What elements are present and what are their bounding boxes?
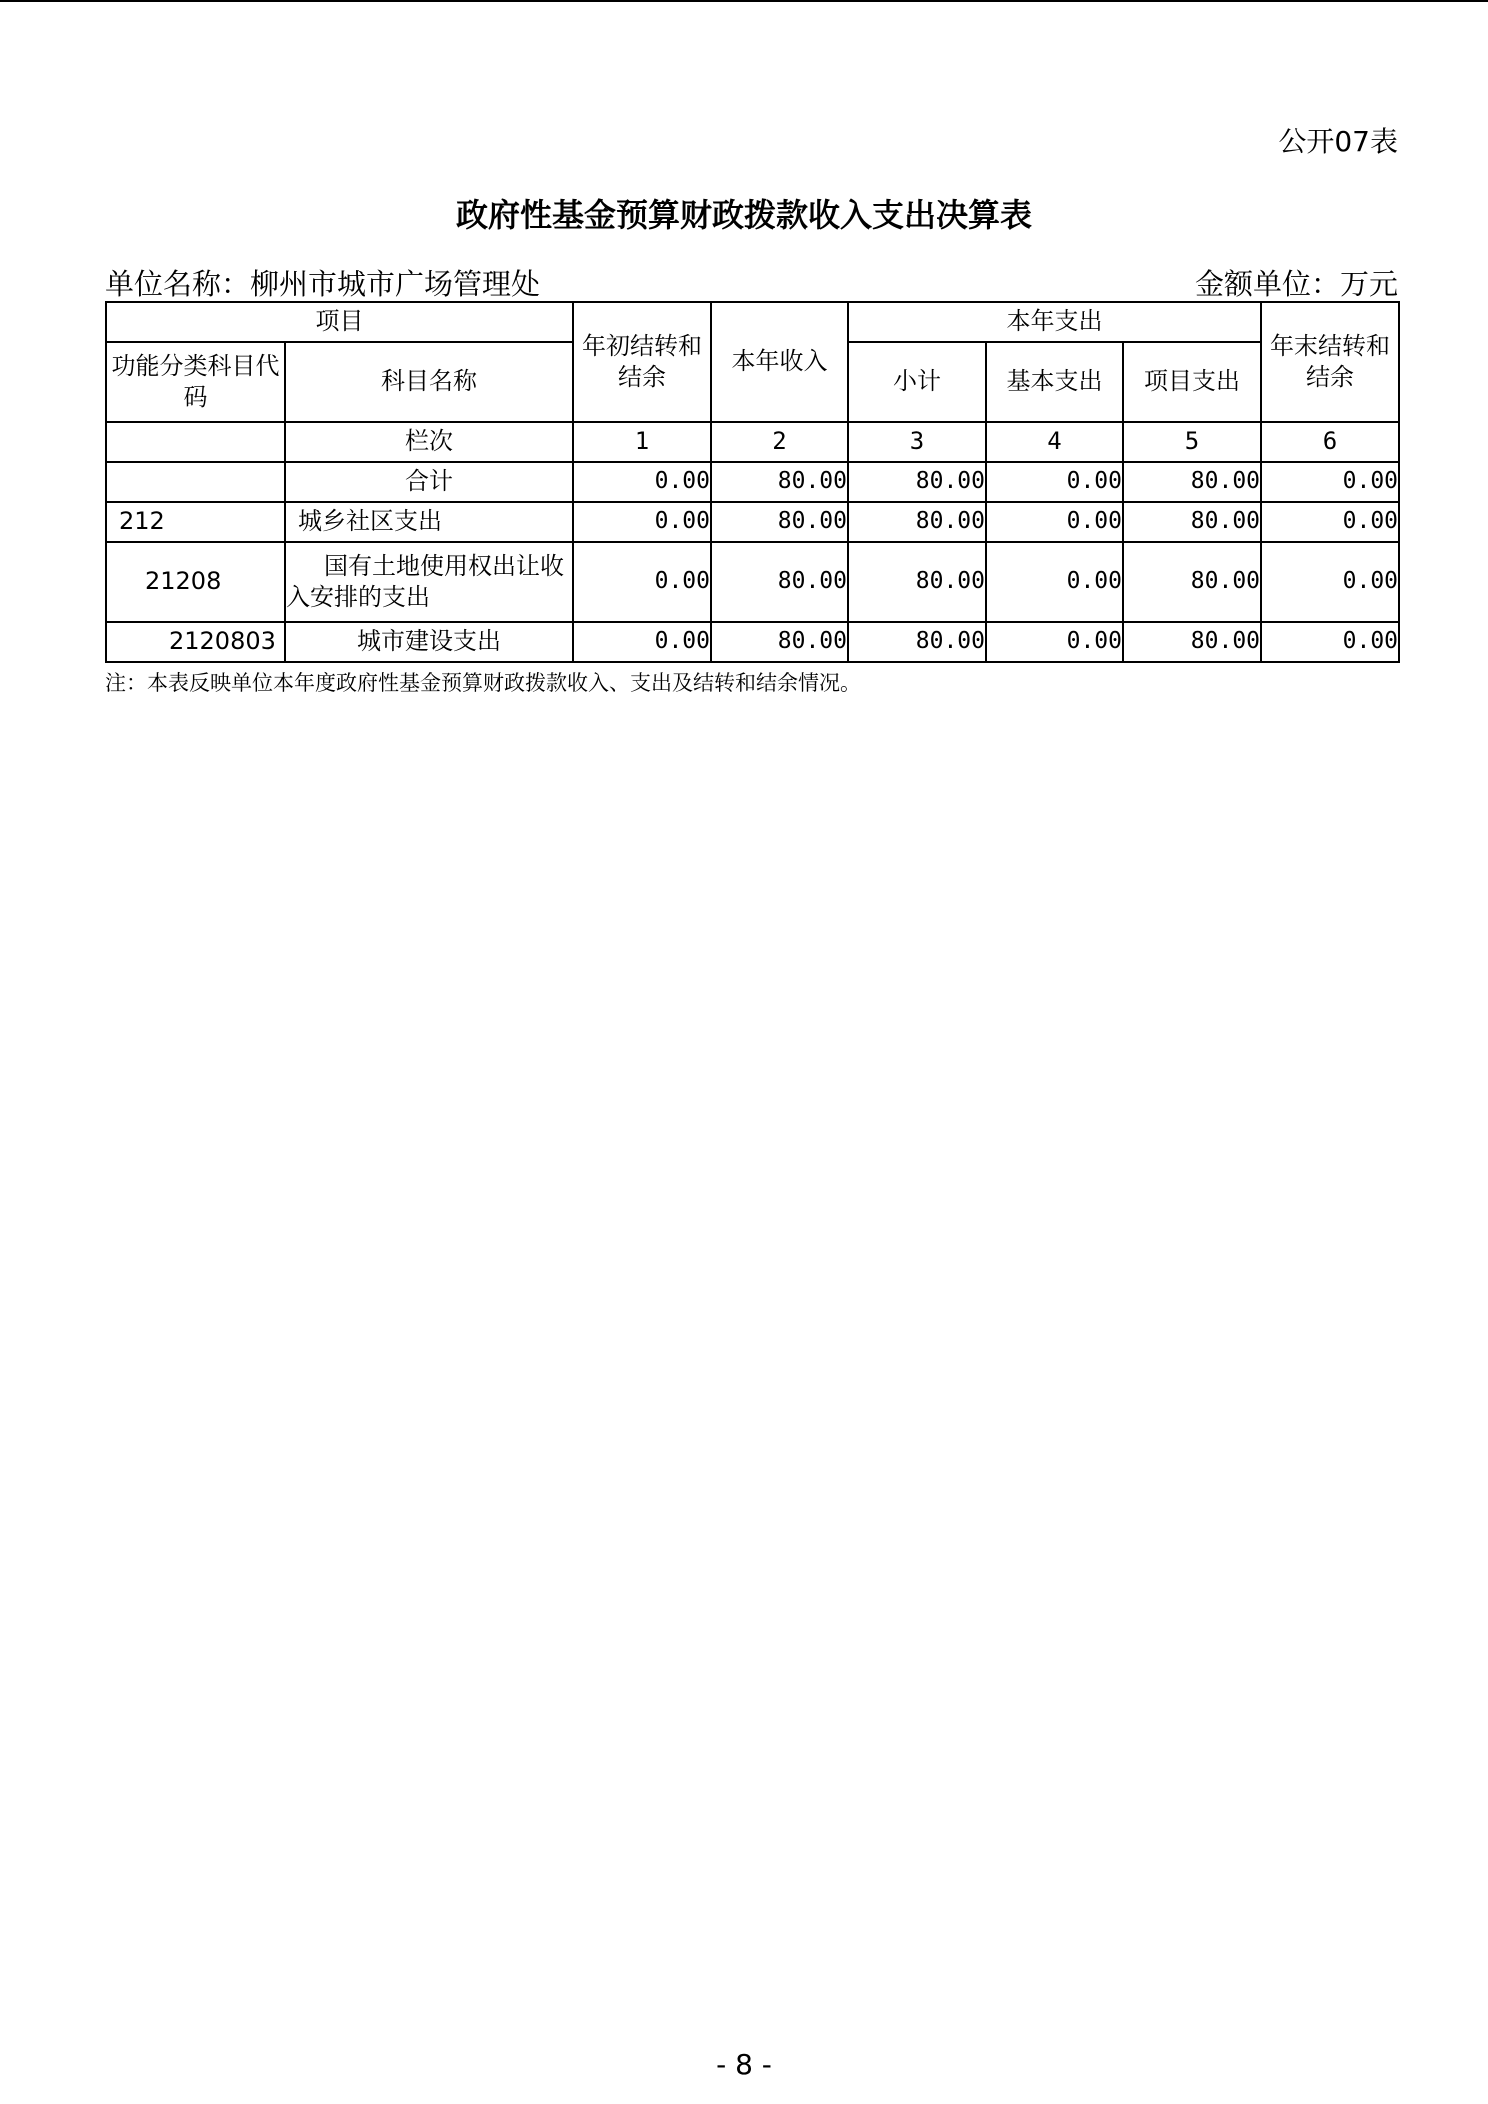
row-value: 80.00 [848,542,986,622]
row-value: 80.00 [711,622,848,662]
index-1: 1 [573,422,711,462]
row-code: 2120803 [106,622,285,662]
row-value: 80.00 [711,462,848,502]
row-value: 0.00 [986,542,1123,622]
table-row [106,462,1399,502]
row-code [106,462,285,502]
header-end-balance: 年末结转和结余 [1261,302,1399,422]
index-6: 6 [1261,422,1399,462]
unit-name: 单位名称：柳州市城市广场管理处 [105,267,541,301]
header-project: 项目 [106,302,573,342]
header-name: 科目名称 [285,342,573,422]
row-value: 0.00 [1261,542,1399,622]
index-3: 3 [848,422,986,462]
amount-unit: 金额单位：万元 [1194,267,1398,301]
table-row [106,502,1399,542]
row-code: 212 [106,502,285,542]
index-row [106,422,1399,462]
header-basic: 基本支出 [986,342,1123,422]
row-value: 80.00 [848,622,986,662]
row-value: 0.00 [573,622,711,662]
row-value: 80.00 [1123,462,1261,502]
row-name: 合计 [285,462,573,502]
row-name: 城乡社区支出 [285,502,573,542]
index-code-cell [106,422,285,462]
header-expense: 本年支出 [848,302,1261,342]
row-value: 0.00 [573,502,711,542]
table-row [106,542,1399,622]
row-value: 80.00 [711,502,848,542]
row-value: 0.00 [1261,462,1399,502]
table-note: 注：本表反映单位本年度政府性基金预算财政拨款收入、支出及结转和结余情况。 [105,671,861,695]
header-code: 功能分类科目代码 [106,342,285,422]
budget-table [105,301,1400,663]
row-value: 0.00 [986,502,1123,542]
row-value: 80.00 [848,502,986,542]
row-value: 0.00 [573,462,711,502]
table-row [106,622,1399,662]
row-value: 80.00 [1123,542,1261,622]
index-label: 栏次 [285,422,573,462]
header-project-expense: 项目支出 [1123,342,1261,422]
row-value: 80.00 [1123,502,1261,542]
row-value: 80.00 [848,462,986,502]
page-number: - 8 - [716,2048,772,2081]
row-value: 0.00 [986,622,1123,662]
header-income: 本年收入 [711,302,848,422]
header-begin-balance: 年初结转和结余 [573,302,711,422]
row-value: 0.00 [986,462,1123,502]
index-5: 5 [1123,422,1261,462]
page-title: 政府性基金预算财政拨款收入支出决算表 [455,196,1032,234]
index-4: 4 [986,422,1123,462]
row-value: 80.00 [711,542,848,622]
table-code: 公开07表 [1278,125,1398,158]
row-value: 0.00 [1261,502,1399,542]
row-name: 城市建设支出 [285,622,573,662]
row-value: 80.00 [1123,622,1261,662]
header-subtotal: 小计 [848,342,986,422]
row-name: 国有土地使用权出让收入安排的支出 [285,542,573,622]
row-code: 21208 [106,542,285,622]
index-2: 2 [711,422,848,462]
top-border-line [0,0,1488,2]
row-value: 0.00 [573,542,711,622]
row-value: 0.00 [1261,622,1399,662]
